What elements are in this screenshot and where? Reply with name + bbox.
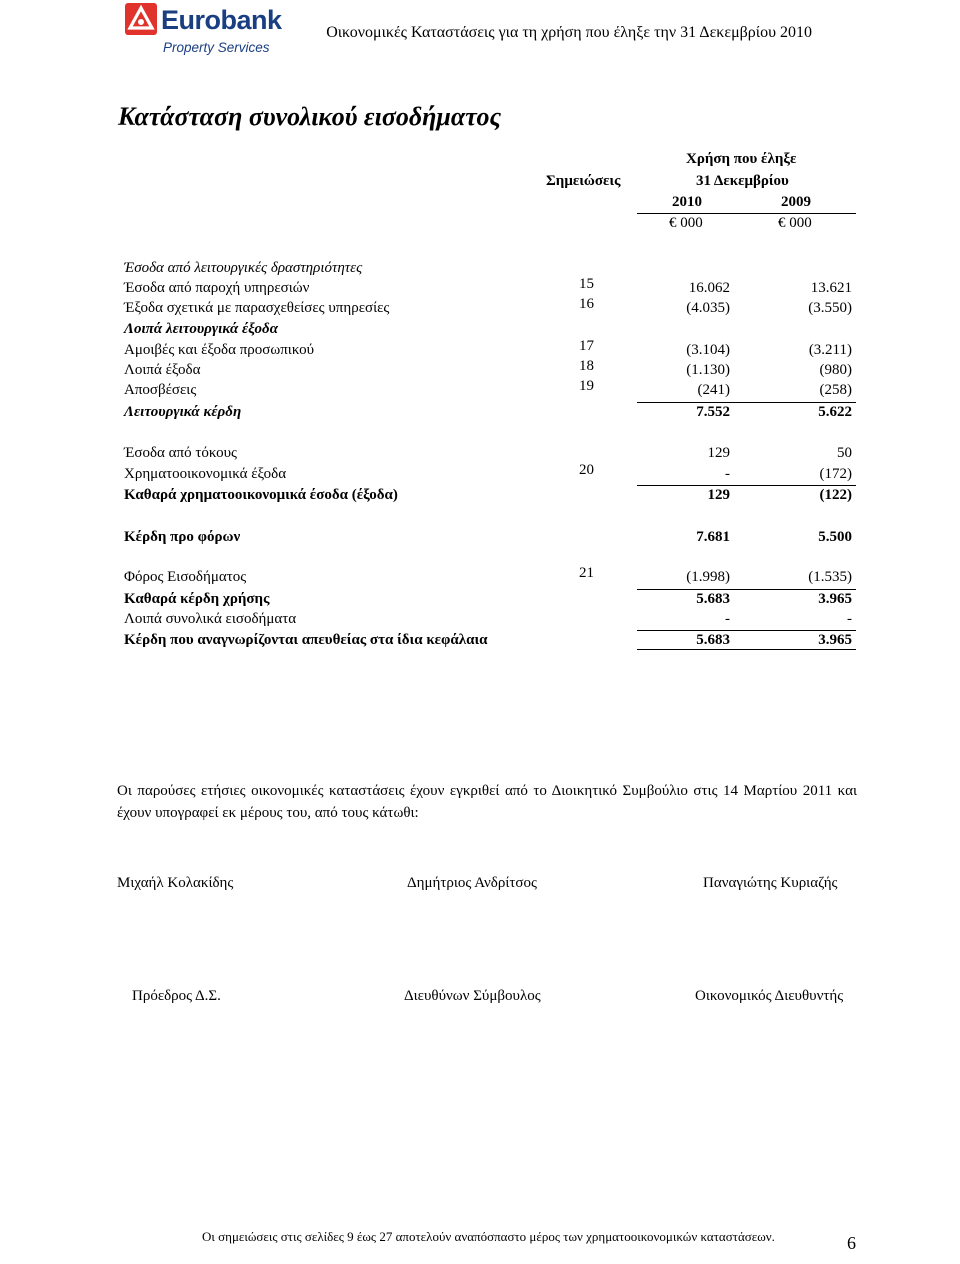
row-note: 17 bbox=[579, 338, 594, 354]
row-value-2010: - bbox=[725, 466, 730, 482]
subtotal-rule bbox=[637, 630, 856, 631]
subtotal-rule bbox=[637, 402, 856, 403]
row-label: Λειτουργικά κέρδη bbox=[124, 404, 242, 420]
row-note: 19 bbox=[579, 378, 594, 394]
unit-2009: € 000 bbox=[778, 215, 812, 231]
row-label: Κέρδη προ φόρων bbox=[124, 529, 241, 545]
approval-paragraph: Οι παρούσες ετήσιες οικονομικές καταστάσεις έχουν εγκριθεί από το Διοικητικό Συμβούλιο στις 14 Μαρτίου 2011 και έχουν υπογραφεί εκ μέρους του, από τους κάτωθι: bbox=[117, 783, 857, 821]
row-value-2009: 13.621 bbox=[810, 280, 852, 296]
period-header-line1: Χρήση που έληξε bbox=[686, 151, 797, 167]
row-value-2010: 7.552 bbox=[696, 404, 730, 420]
row-value-2009: 5.500 bbox=[818, 529, 852, 545]
header-rule bbox=[637, 213, 856, 214]
table-row bbox=[124, 591, 858, 611]
row-note: 16 bbox=[579, 296, 594, 312]
row-label: Χρηματοοικονομικά έξοδα bbox=[124, 466, 287, 482]
page-number: 6 bbox=[847, 1233, 856, 1253]
signatory-role: Διευθύνων Σύμβουλος bbox=[404, 988, 541, 1004]
row-label: Κέρδη που αναγνωρίζονται απευθείας στα ίδια κεφάλαια bbox=[124, 632, 488, 648]
row-value-2010: (1.130) bbox=[686, 362, 730, 378]
unit-2010: € 000 bbox=[669, 215, 703, 231]
eurobank-logo bbox=[124, 2, 284, 60]
signatory-name: Δημήτριος Ανδρίτσος bbox=[407, 875, 537, 891]
row-value-2010: - bbox=[725, 611, 730, 627]
subtotal-rule bbox=[637, 485, 856, 486]
table-row bbox=[124, 487, 858, 507]
row-label: Έξοδα σχετικά με παρασχεθείσες υπηρεσίες bbox=[124, 300, 390, 316]
year-2010-header: 2010 bbox=[672, 194, 702, 210]
row-label: Καθαρά κέρδη χρήσης bbox=[124, 591, 270, 607]
table-row bbox=[124, 276, 858, 300]
signatory-role: Οικονομικός Διευθυντής bbox=[695, 988, 844, 1004]
row-value-2009: (1.535) bbox=[808, 569, 852, 585]
row-value-2009: (3.211) bbox=[808, 342, 852, 358]
row-value-2009: (172) bbox=[819, 466, 852, 482]
footer-note: Οι σημειώσεις στις σελίδες 9 έως 27 αποτελούν αναπόσπαστο μέρος των χρηματοοικονομικών καταστάσεων. bbox=[202, 1229, 775, 1244]
row-value-2010: 129 bbox=[707, 487, 730, 503]
table-row bbox=[124, 445, 858, 465]
table-row bbox=[124, 462, 858, 486]
table-row bbox=[124, 338, 858, 362]
row-note: 21 bbox=[579, 565, 594, 581]
row-value-2010: (241) bbox=[697, 382, 730, 398]
row-label: Λοιπά έξοδα bbox=[124, 362, 201, 378]
row-label: Έσοδα από τόκους bbox=[124, 445, 237, 461]
row-value-2010: 5.683 bbox=[696, 591, 730, 607]
row-note: 18 bbox=[579, 358, 594, 374]
row-value-2010: (4.035) bbox=[686, 300, 730, 316]
table-row bbox=[124, 611, 858, 631]
row-value-2009: 3.965 bbox=[818, 632, 852, 648]
signatory-role: Πρόεδρος Δ.Σ. bbox=[132, 988, 221, 1004]
row-label: Έσοδα από παροχή υπηρεσιών bbox=[124, 280, 310, 296]
row-value-2010: (1.998) bbox=[686, 569, 730, 585]
table-row bbox=[124, 260, 858, 280]
table-row bbox=[124, 378, 858, 402]
subtotal-rule bbox=[637, 589, 856, 590]
table-row bbox=[124, 296, 858, 320]
header-title: Οικονομικές Καταστάσεις για τη χρήση που έληξε την 31 Δεκεμβρίου 2010 bbox=[326, 24, 812, 41]
row-note: 20 bbox=[579, 462, 594, 478]
logo-subtitle: Property Services bbox=[163, 40, 270, 55]
notes-column-header: Σημειώσεις bbox=[546, 173, 621, 189]
row-value-2010: 7.681 bbox=[696, 529, 730, 545]
page-title: Κατάσταση συνολικού εισοδήματος bbox=[118, 102, 502, 131]
table-row bbox=[124, 358, 858, 382]
row-value-2010: 16.062 bbox=[688, 280, 730, 296]
row-value-2009: (980) bbox=[819, 362, 852, 378]
row-value-2009: 50 bbox=[837, 445, 852, 461]
table-row bbox=[124, 565, 858, 589]
row-label: Αμοιβές και έξοδα προσωπικού bbox=[124, 342, 314, 358]
row-label: Έσοδα από λειτουργικές δραστηριότητες bbox=[124, 260, 363, 276]
row-value-2010: (3.104) bbox=[686, 342, 730, 358]
row-value-2009: 3.965 bbox=[818, 591, 852, 607]
row-label: Φόρος Εισοδήματος bbox=[124, 569, 247, 585]
row-value-2009: (3.550) bbox=[808, 300, 852, 316]
table-row bbox=[124, 529, 858, 549]
signatory-name: Μιχαήλ Κολακίδης bbox=[117, 875, 234, 891]
row-value-2010: 5.683 bbox=[696, 632, 730, 648]
row-label: Λοιπά λειτουργικά έξοδα bbox=[124, 321, 279, 337]
table-row bbox=[124, 321, 858, 341]
period-header-line2: 31 Δεκεμβρίου bbox=[696, 173, 789, 189]
row-value-2009: 5.622 bbox=[818, 404, 852, 420]
total-rule bbox=[637, 649, 856, 650]
row-value-2010: 129 bbox=[707, 445, 730, 461]
row-value-2009: (258) bbox=[819, 382, 852, 398]
row-label: Αποσβέσεις bbox=[124, 382, 197, 398]
logo-name: Eurobank bbox=[161, 5, 282, 35]
table-row bbox=[124, 404, 858, 424]
row-label: Καθαρά χρηματοοικονομικά έσοδα (έξοδα) bbox=[124, 487, 398, 503]
year-2009-header: 2009 bbox=[781, 194, 811, 210]
row-value-2009: - bbox=[847, 611, 852, 627]
row-value-2009: (122) bbox=[819, 487, 852, 503]
eurobank-badge-icon bbox=[124, 2, 158, 36]
row-note: 15 bbox=[579, 276, 594, 292]
row-label: Λοιπά συνολικά εισοδήματα bbox=[124, 611, 297, 627]
signatory-name: Παναγιώτης Κυριαζής bbox=[703, 875, 838, 891]
